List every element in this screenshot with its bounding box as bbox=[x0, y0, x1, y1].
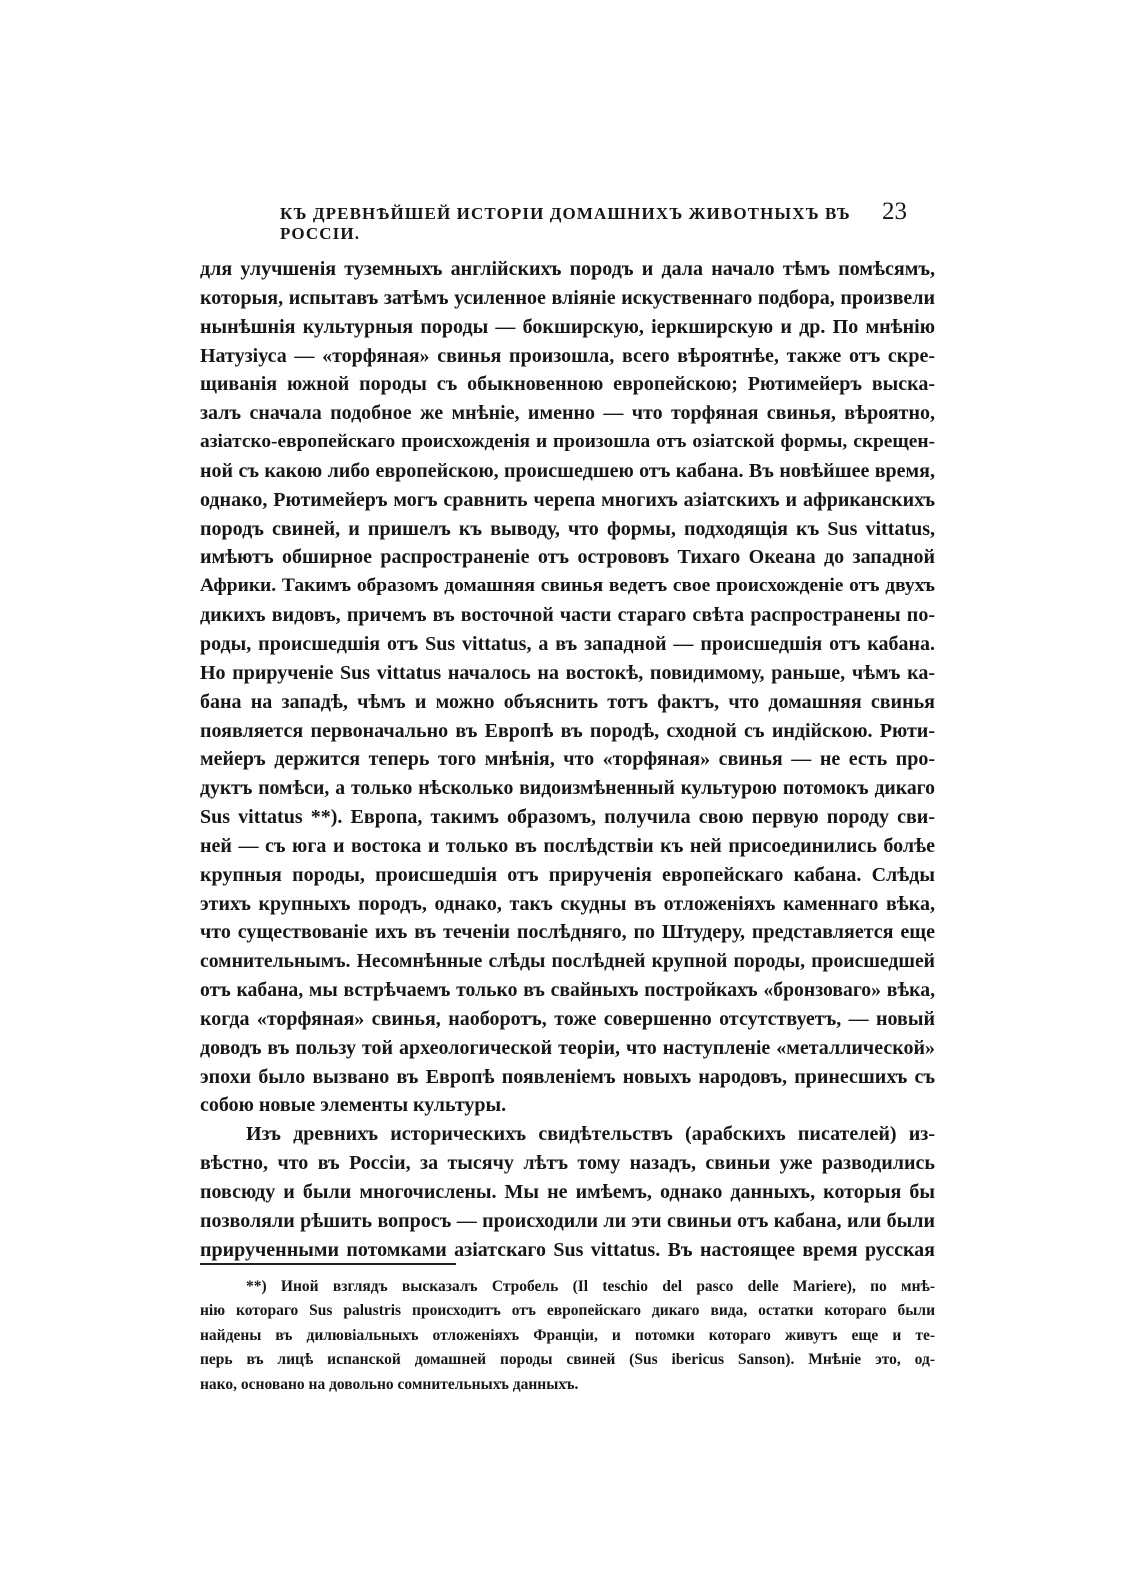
footnote-divider bbox=[200, 1263, 456, 1265]
text-line: для улучшенія туземныхъ англійскихъ породъ и дала начало тѣмъ помѣсямъ, bbox=[200, 258, 935, 280]
text-line: которыя, испытавъ затѣмъ усиленное вліяніе искуственнаго подбора, произвели bbox=[200, 286, 935, 309]
text-line: доводъ въ пользу той археологической теоріи, что наступленіе «металлической» bbox=[200, 1036, 935, 1059]
text-line: имѣютъ обширное распространеніе отъ острововъ Тихаго Океана до западной bbox=[200, 546, 935, 569]
text-line: роды, происшедшія отъ Sus vittatus, а въ западной — происшедшія отъ кабана. bbox=[200, 632, 935, 655]
footnote-line: нако, основано на довольно сомнительныхъ данныхъ. bbox=[200, 1375, 579, 1393]
text-line: прирученными потомками азіатскаго Sus vittatus. Въ настоящее время русская bbox=[200, 1238, 935, 1261]
text-line: этихъ крупныхъ породъ, однако, такъ скудны въ отложеніяхъ каменнаго вѣка, bbox=[200, 892, 935, 915]
text-line: позволяли рѣшить вопросъ — происходили ли эти свиньи отъ кабана, или были bbox=[200, 1209, 935, 1232]
text-line: бана на западѣ, чѣмъ и можно объяснить тотъ фактъ, что домашняя свинья bbox=[200, 690, 935, 713]
page-header bbox=[200, 196, 935, 243]
footnote-line: перь въ лицѣ испанской домашней породы свиней (Sus ibericus Sanson). Мнѣніе это, од- bbox=[200, 1351, 935, 1369]
text-line: нынѣшнія культурныя породы — бокширскую, іеркширскую и др. По мнѣнію bbox=[200, 315, 935, 338]
main-text bbox=[200, 255, 935, 1265]
text-line: залъ сначала подобное же мнѣніе, именно — что торфяная свинья, вѣроятно, bbox=[200, 402, 935, 425]
paragraph-first-line: Изъ древнихъ историческихъ свидѣтельствъ (арабскихъ писателей) из- bbox=[246, 1123, 935, 1146]
text-line: сомнительнымъ. Несомнѣнные слѣды послѣдней крупной породы, происшедшей bbox=[200, 950, 935, 973]
text-line: что существованіе ихъ въ теченіи послѣдняго, по Штудеру, представляется еще bbox=[200, 921, 935, 944]
text-line: Натузіуса — «торфяная» свинья произошла, всего вѣроятнѣе, также отъ скре- bbox=[200, 344, 935, 367]
text-line: Sus vittatus **). Европа, такимъ образомъ, получила свою первую породу сви- bbox=[200, 806, 935, 829]
running-title: КЪ ДРЕВНѢЙШЕЙ ИСТОРІИ ДОМАШНИХЪ ЖИВОТНЫХЪ ВЪ РОССІИ. bbox=[280, 204, 851, 243]
text-line: отъ кабана, мы встрѣчаемъ только въ свайныхъ постройкахъ «бронзоваго» вѣка, bbox=[200, 979, 935, 1002]
text-line: дуктъ помѣси, а только нѣсколько видоизмѣненный культурою потомокъ дикаго bbox=[200, 777, 935, 800]
text-line: Но прирученіе Sus vittatus началось на востокѣ, повидимому, раньше, чѣмъ ка- bbox=[200, 661, 935, 684]
text-line: ной съ какою либо европейскою, происшедшею отъ кабана. Въ новѣйшее время, bbox=[200, 459, 935, 482]
text-line: крупныя породы, происшедшія отъ прирученія европейскаго кабана. Слѣды bbox=[200, 863, 935, 886]
page-number: 23 bbox=[882, 198, 907, 225]
text-line: ней — съ юга и востока и только въ послѣдствіи къ ней присоединились болѣе bbox=[200, 834, 935, 857]
text-line: щиванія южной породы съ обыкновенною европейскою; Рютимейеръ выска- bbox=[200, 373, 935, 396]
text-line: дикихъ видовъ, причемъ въ восточной части стараго свѣта распространены по- bbox=[200, 604, 935, 627]
text-line: собою новые элементы культуры. bbox=[200, 1094, 507, 1117]
text-line: вѣстно, что въ Россіи, за тысячу лѣтъ тому назадъ, свиньи уже разводились bbox=[200, 1152, 935, 1175]
text-line: Африки. Такимъ образомъ домашняя свинья ведетъ свое происхожденіе отъ двухъ bbox=[200, 575, 935, 597]
footnote-line: **) Иной взглядъ высказалъ Стробель (Il teschio del pasco delle Mariere), по мнѣ- bbox=[246, 1278, 935, 1295]
footnote bbox=[200, 1275, 935, 1397]
text-line: когда «торфяная» свинья, наоборотъ, тоже совершенно отсутствуетъ, — новый bbox=[200, 1007, 935, 1030]
text-line: эпохи было вызвано въ Европѣ появленіемъ новыхъ народовъ, принесшихъ съ bbox=[200, 1065, 935, 1088]
footnote-line: найдены въ дилювіальныхъ отложеніяхъ Франціи, и потомки котораго живутъ еще и те- bbox=[200, 1326, 935, 1344]
text-line: мейеръ держится теперь того мнѣнія, что «торфяная» свинья — не есть про- bbox=[200, 748, 935, 771]
footnote-line: нію котораго Sus palustris происходитъ отъ европейскаго дикаго вида, остатки котораго были bbox=[200, 1302, 935, 1320]
text-line: однако, Рютимейеръ могъ сравнить черепа многихъ азіатскихъ и африканскихъ bbox=[200, 488, 935, 511]
text-line: повсюду и были многочислены. Мы не имѣемъ, однако данныхъ, которыя бы bbox=[200, 1181, 935, 1203]
text-line: азіатско-европейскаго происхожденія и произошла отъ озіатской формы, скрещен- bbox=[200, 431, 935, 453]
text-line: появляется первоначально въ Европѣ въ породѣ, сходной съ индійскою. Рюти- bbox=[200, 719, 935, 742]
text-line: породъ свиней, и пришелъ къ выводу, что формы, подходящія къ Sus vittatus, bbox=[200, 517, 935, 540]
